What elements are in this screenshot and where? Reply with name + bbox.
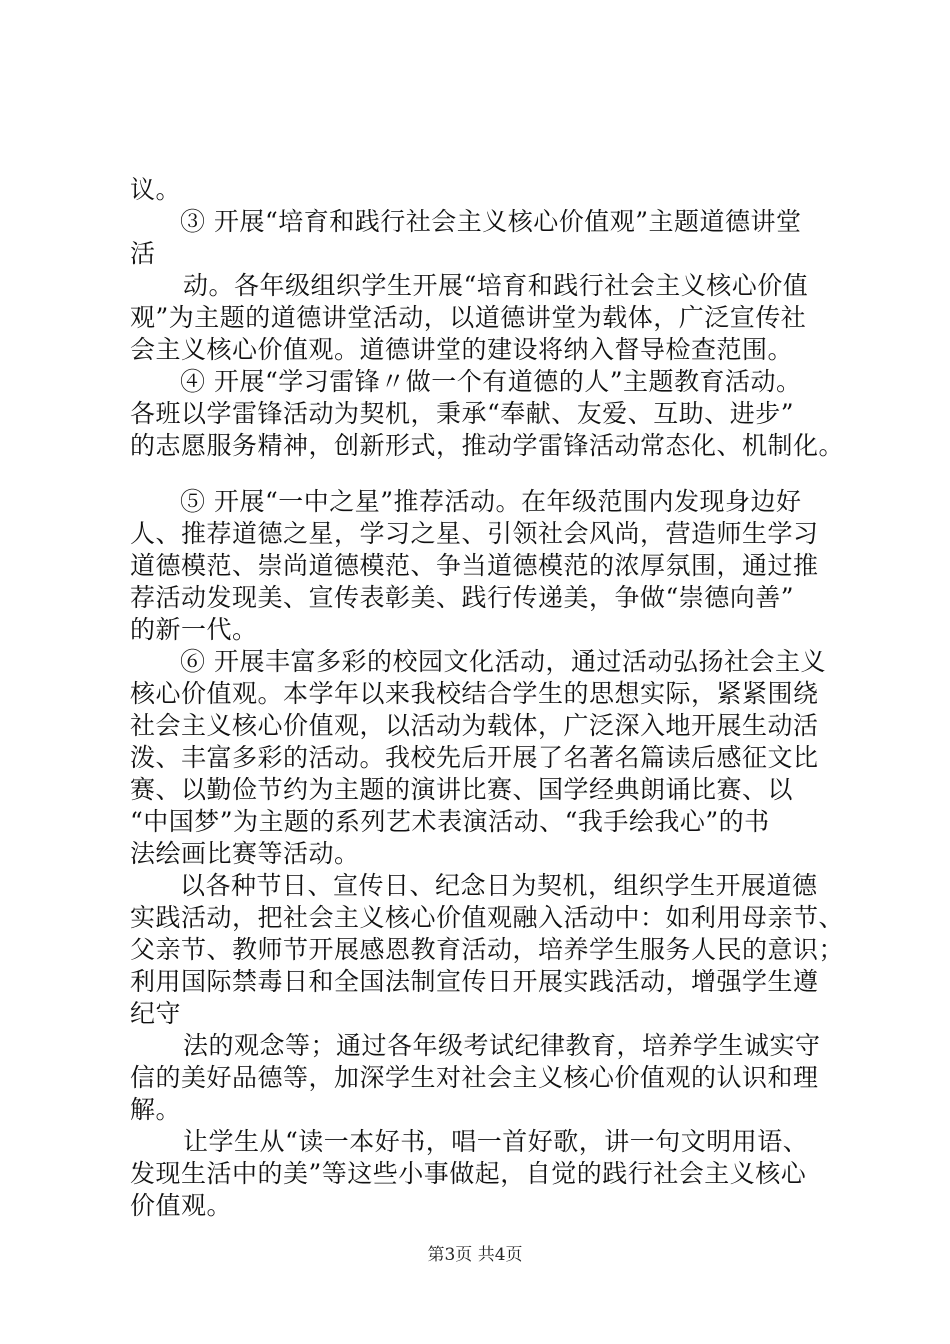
text-line-12: 道德模范、崇尚道德模范、争当道德模范的浓厚氛围，通过推 (130, 551, 819, 580)
text-line-23: 实践活动，把社会主义核心价值观融入活动中：如利用母亲节、 (130, 903, 845, 932)
text-line-7: ④ 开展“学习雷锋〃做一个有道德的人”主题教育活动。 (180, 367, 802, 396)
text-line-5: 观”为主题的道德讲堂活动，以道德讲堂为载体，广泛宣传社 (130, 303, 807, 332)
text-line-8: 各班以学雷锋活动为契机，秉承“奉献、友爱、互助、进步” (130, 399, 795, 428)
text-line-32: 价值观。 (130, 1191, 233, 1220)
text-line-10: ⑤ 开展“一中之星”推荐活动。在年级范围内发现身边好 (180, 487, 802, 516)
text-line-25: 利用国际禁毒日和全国法制宣传日开展实践活动，增强学生遵 (130, 967, 819, 996)
text-line-26: 纪守 (130, 999, 182, 1028)
text-line-28: 信的美好品德等，加深学生对社会主义核心价值观的认识和理 (130, 1063, 819, 1092)
text-line-1: 议。 (130, 175, 182, 204)
text-line-17: 社会主义核心价值观，以活动为载体，广泛深入地开展生动活 (130, 711, 819, 740)
text-line-3: 活 (130, 239, 156, 268)
text-line-31: 发现生活中的美”等这些小事做起，自觉的践行社会主义核心 (130, 1159, 807, 1188)
text-line-24: 父亲节、教师节开展感恩教育活动，培养学生服务人民的意识； (130, 935, 845, 964)
text-line-14: 的新一代。 (130, 615, 258, 644)
text-line-13: 荐活动发现美、宣传表彰美、践行传递美，争做“崇德向善” (130, 583, 795, 612)
text-line-20: “中国梦”为主题的系列艺术表演活动、“我手绘我心”的书 (130, 807, 770, 836)
text-line-21: 法绘画比赛等活动。 (130, 839, 360, 868)
text-line-30: 让学生从“读一本好书，唱一首好歌，讲一句文明用语、 (183, 1127, 809, 1156)
text-line-6: 会主义核心价值观。道德讲堂的建设将纳入督导检查范围。 (130, 335, 794, 364)
page-footer: 第3页 共4页 (427, 1245, 523, 1265)
text-line-9: 的志愿服务精神，创新形式，推动学雷锋活动常态化、机制化。 (130, 431, 845, 460)
text-line-4: 动。各年级组织学生开展“培育和践行社会主义核心价值 (183, 271, 809, 300)
text-line-16: 核心价值观。本学年以来我校结合学生的思想实际，紧紧围绕 (130, 679, 819, 708)
text-line-29: 解。 (130, 1095, 182, 1124)
text-line-11: 人、推荐道德之星，学习之星、引领社会风尚，营造师生学习 (130, 519, 819, 548)
text-line-2: ③ 开展“培育和践行社会主义核心价值观”主题道德讲堂 (180, 207, 802, 236)
text-line-27: 法的观念等；通过各年级考试纪律教育，培养学生诚实守 (183, 1031, 821, 1060)
text-line-22: 以各种节日、宣传日、纪念日为契机，组织学生开展道德 (180, 871, 818, 900)
text-line-19: 赛、以勤俭节约为主题的演讲比赛、国学经典朗诵比赛、以 (130, 775, 794, 804)
text-line-15: ⑥ 开展丰富多彩的校园文化活动，通过活动弘扬社会主义 (180, 647, 826, 676)
text-line-18: 泼、丰富多彩的活动。我校先后开展了名著名篇读后感征文比 (130, 743, 819, 772)
